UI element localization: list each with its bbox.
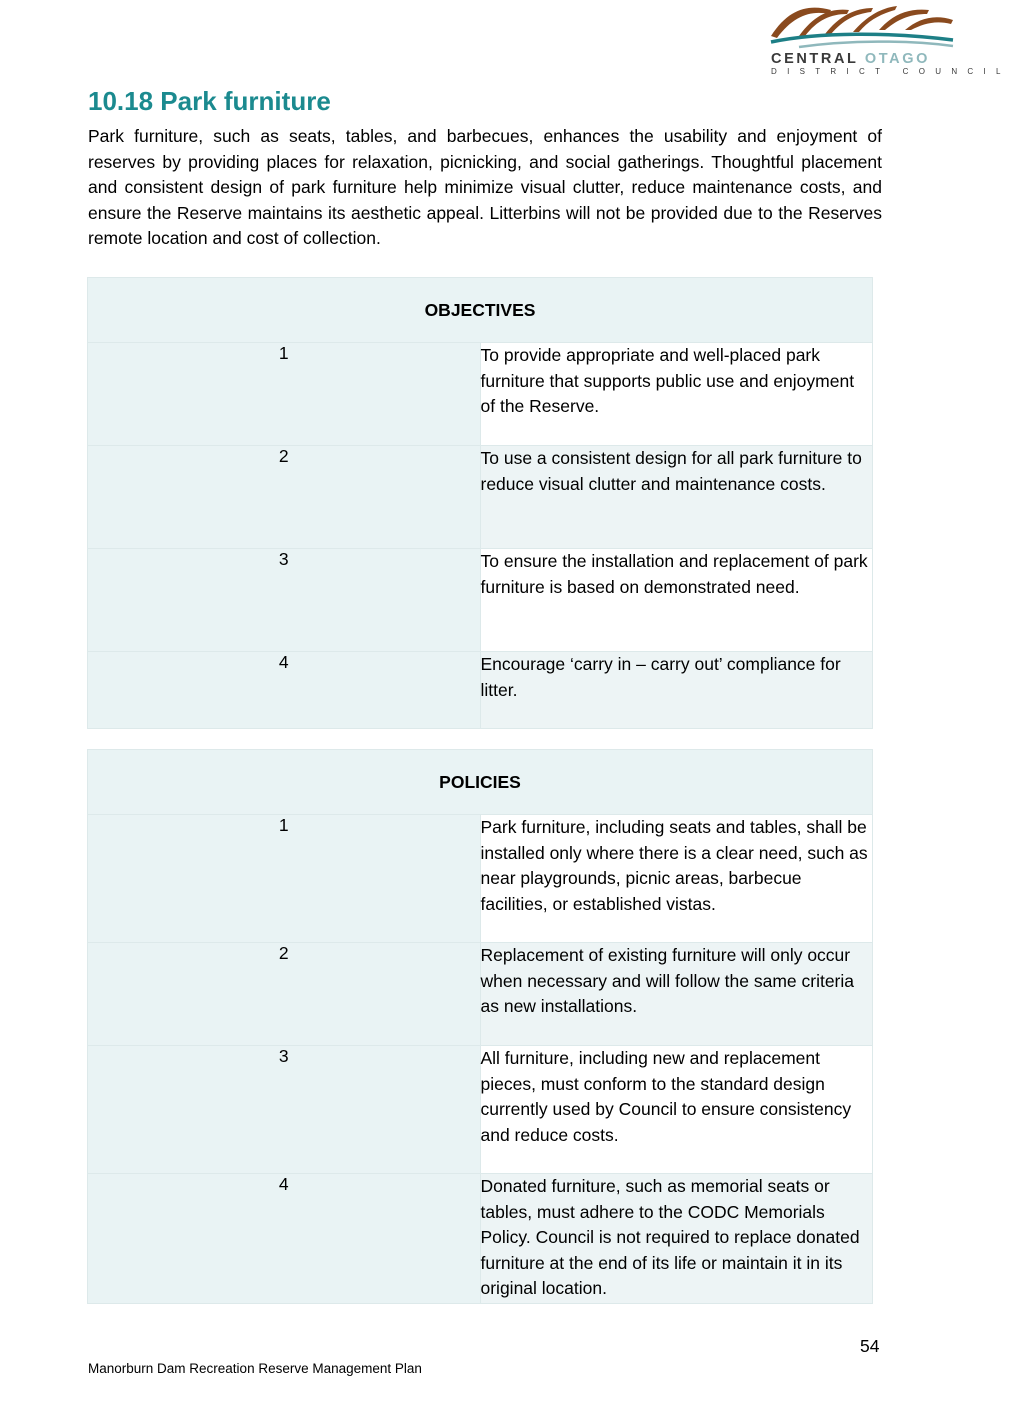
objectives-table xyxy=(87,277,873,729)
table-row xyxy=(88,943,873,1046)
row-number: 3 xyxy=(88,1046,481,1174)
intro-paragraph: Park furniture, such as seats, tables, and barbecues, enhances the usability and enjoyment of reserves by providing places for relaxation, picnicking, and social gatherings. Thoughtful placement and consistent design of park furniture help minimize visual clutter, reduce maintenance costs, and ensure the Reserve maintains its aesthetic appeal. Litterbins will not be provided due to the Reserves remote location and cost of collection. xyxy=(88,126,882,249)
row-text: Donated furniture, such as memorial seats or tables, must adhere to the CODC Memorials Policy. Council is not required to replace donated furniture at the end of its life or maintain it in its original location. xyxy=(480,1174,873,1304)
row-text: Park furniture, including seats and tables, shall be installed only where there is a clear need, such as near playgrounds, picnic areas, barbecue facilities, or established vistas. xyxy=(480,815,873,943)
table-row xyxy=(88,343,873,446)
row-number: 4 xyxy=(88,1174,481,1304)
table-row xyxy=(88,652,873,729)
row-number: 1 xyxy=(88,343,481,446)
row-number: 2 xyxy=(88,446,481,549)
logo-subline: DISTRICT COUNCIL xyxy=(771,67,1011,76)
row-number: 2 xyxy=(88,943,481,1046)
row-number: 4 xyxy=(88,652,481,729)
hills-logo-mark xyxy=(769,0,955,50)
page-number: 54 xyxy=(860,1336,880,1356)
row-number: 3 xyxy=(88,549,481,652)
footer-title: Manorburn Dam Recreation Reserve Management Plan xyxy=(88,1361,422,1376)
table-row xyxy=(88,815,873,943)
objectives-header: OBJECTIVES xyxy=(88,278,873,343)
section-heading: 10.18 Park furniture xyxy=(88,86,331,116)
row-text: Encourage ‘carry in – carry out’ compliance for litter. xyxy=(480,652,873,729)
row-text: To use a consistent design for all park furniture to reduce visual clutter and maintenance costs. xyxy=(480,446,873,549)
policies-header: POLICIES xyxy=(88,750,873,815)
table-row xyxy=(88,1046,873,1174)
table-row xyxy=(88,446,873,549)
table-row xyxy=(88,1174,873,1304)
row-text: All furniture, including new and replacement pieces, must conform to the standard design currently used by Council to ensure consistency and reduce costs. xyxy=(480,1046,873,1174)
logo-wordmark: CENTRAL OTAGO xyxy=(771,51,930,67)
row-text: To provide appropriate and well-placed park furniture that supports public use and enjoyment of the Reserve. xyxy=(480,343,873,446)
policies-table xyxy=(87,749,873,1304)
row-number: 1 xyxy=(88,815,481,943)
table-row xyxy=(88,549,873,652)
row-text: Replacement of existing furniture will only occur when necessary and will follow the same criteria as new installations. xyxy=(480,943,873,1046)
row-text: To ensure the installation and replacement of park furniture is based on demonstrated need. xyxy=(480,549,873,652)
council-logo xyxy=(769,0,1011,78)
